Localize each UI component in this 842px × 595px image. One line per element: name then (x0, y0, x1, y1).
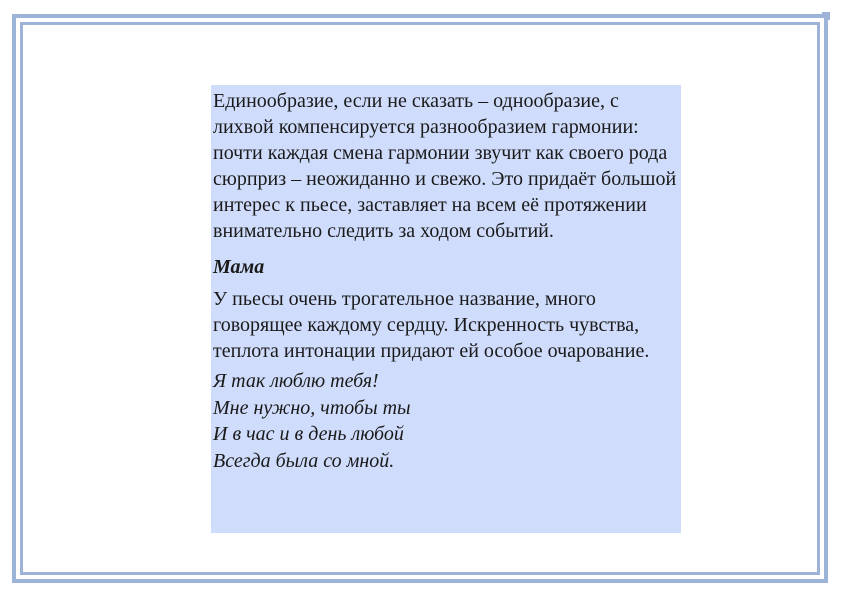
poem-line: Мне нужно, чтобы ты (213, 396, 411, 419)
poem-line: Я так люблю тебя! (213, 370, 379, 392)
paragraph-intro: Единообразие, если не сказать – однообразие, с лихвой компенсируется разнообразием гармонии: почти каждая смена гармонии звучит как своего рода сюрприз – неожиданно и свежо. Это придаёт большой интерес к пьесе, заставляет на всем её протяжении внимательно следить за ходом событий. (213, 90, 677, 242)
poem (213, 368, 679, 474)
section-heading: Мама (213, 256, 265, 278)
poem-line: И в час и в день любой (213, 423, 404, 445)
paragraph-description: У пьесы очень трогательное название, много говорящее каждому сердцу. Искренность чувства, теплота интонации придают ей особое очарование. (213, 288, 650, 362)
poem-line: Всегда была со мной. (213, 449, 395, 472)
frame-corner-ornament (822, 12, 830, 20)
text-block (211, 85, 681, 533)
